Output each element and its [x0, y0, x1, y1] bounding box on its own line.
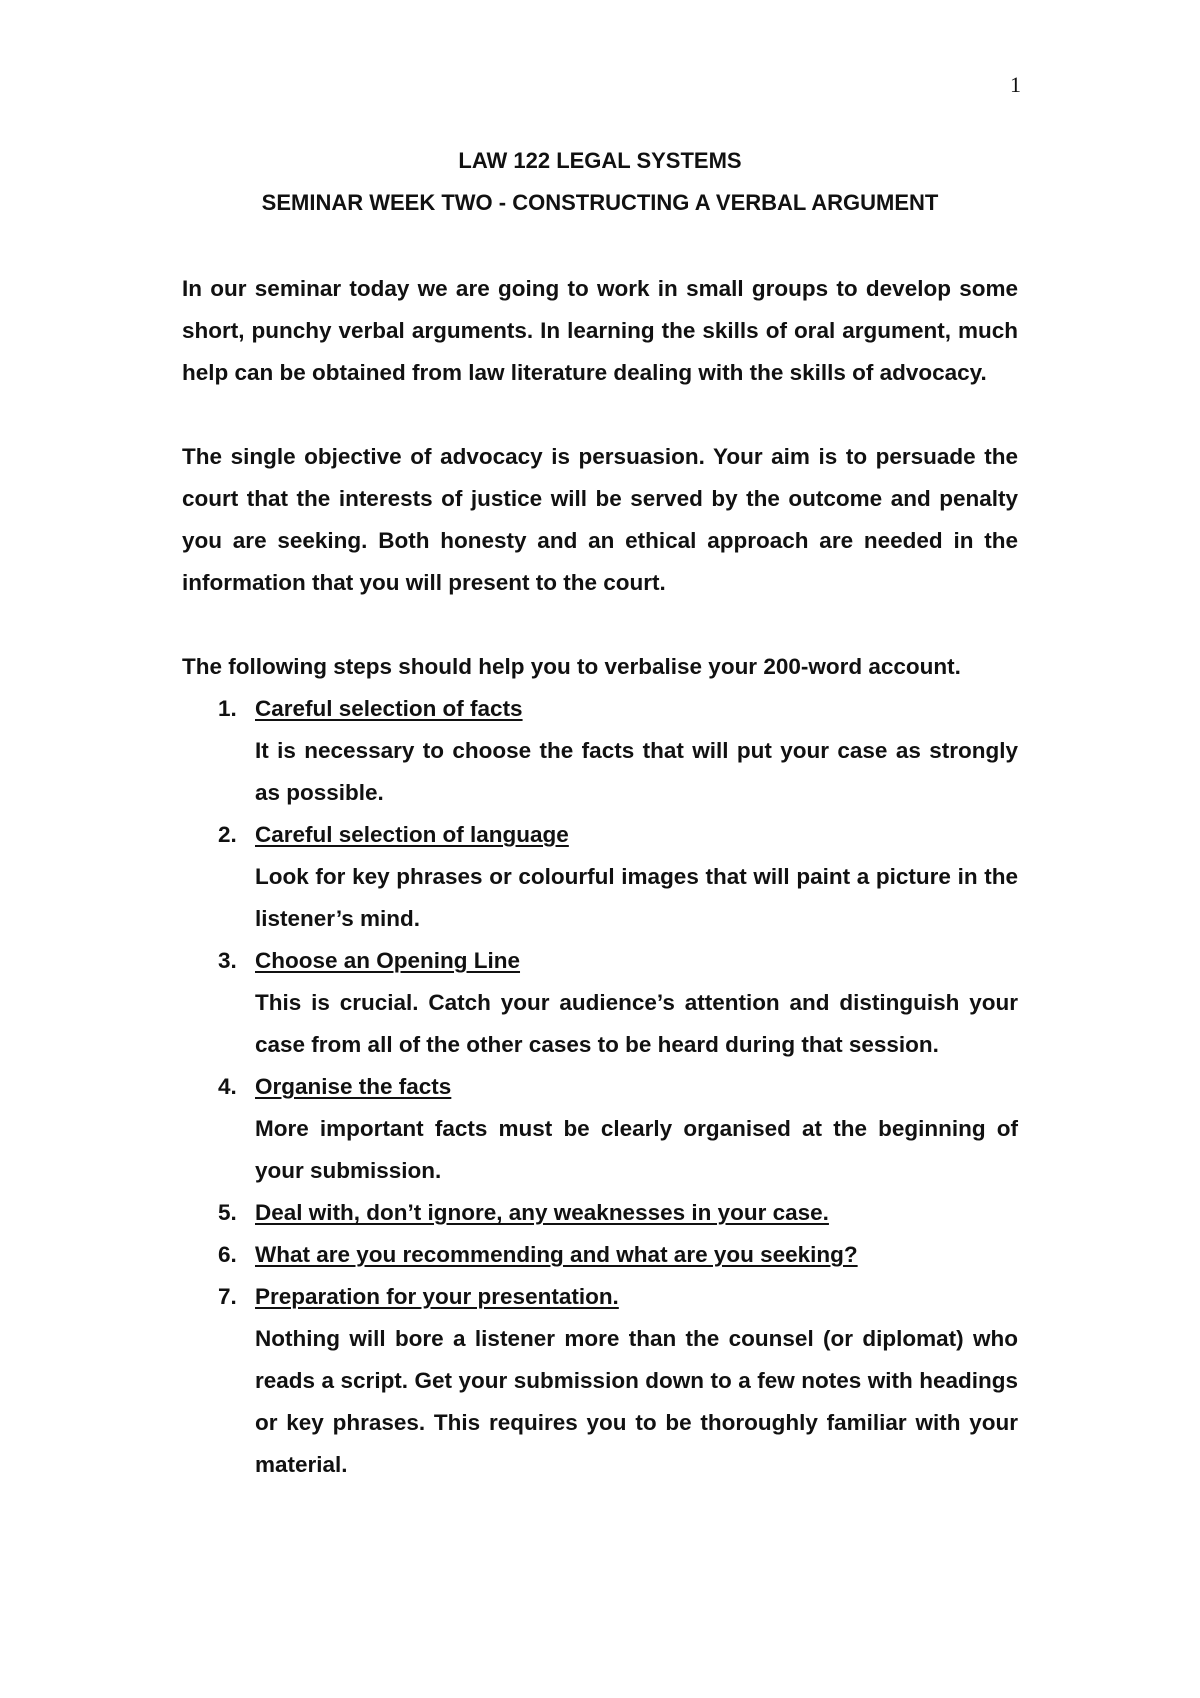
step-number: 5. [218, 1200, 237, 1225]
step-number: 1. [218, 696, 237, 721]
step-number: 3. [218, 948, 237, 973]
step-item [182, 1066, 1018, 1192]
document-title: LAW 122 LEGAL SYSTEMS [458, 148, 742, 173]
steps-list [182, 688, 1018, 1486]
step-body: It is necessary to choose the facts that will put your case as strongly as possible. [255, 738, 1018, 805]
step-number: 7. [218, 1284, 237, 1309]
step-heading: What are you recommending and what are you seeking? [255, 1242, 858, 1267]
document-body [182, 268, 1018, 1486]
step-item [182, 814, 1018, 940]
advocacy-paragraph: The single objective of advocacy is persuasion. Your aim is to persuade the court that the interests of justice will be served by the outcome and penalty you are seeking. Both honesty and an ethical approach are needed in the information that you will present to the court. [182, 444, 1018, 595]
step-item [182, 1234, 1018, 1276]
step-number: 2. [218, 822, 237, 847]
step-body: Nothing will bore a listener more than the counsel (or diplomat) who reads a script. Get your submission down to a few notes with headings or key phrases. This requires you to be thoroughly familiar with your material. [255, 1326, 1018, 1477]
step-item [182, 1276, 1018, 1486]
step-body: This is crucial. Catch your audience’s attention and distinguish your case from all of the other cases to be heard during that session. [255, 990, 1018, 1057]
step-heading: Organise the facts [255, 1074, 452, 1099]
step-heading: Preparation for your presentation. [255, 1284, 619, 1309]
step-item [182, 940, 1018, 1066]
step-heading: Deal with, don’t ignore, any weaknesses in your case. [255, 1200, 829, 1225]
step-number: 6. [218, 1242, 237, 1267]
step-heading: Careful selection of language [255, 822, 569, 847]
step-heading: Choose an Opening Line [255, 948, 521, 973]
steps-intro: The following steps should help you to verbalise your 200-word account. [182, 654, 961, 679]
step-item [182, 1192, 1018, 1234]
step-heading: Careful selection of facts [255, 696, 523, 721]
step-body: Look for key phrases or colourful images that will paint a picture in the listener’s mind. [255, 864, 1018, 931]
document-subtitle: SEMINAR WEEK TWO - CONSTRUCTING A VERBAL ARGUMENT [261, 190, 939, 215]
step-item [182, 688, 1018, 814]
page-number: 1 [1010, 72, 1021, 97]
step-body: More important facts must be clearly organised at the beginning of your submission. [255, 1116, 1018, 1183]
intro-paragraph: In our seminar today we are going to work in small groups to develop some short, punchy verbal arguments. In learning the skills of oral argument, much help can be obtained from law literature dealing with the skills of advocacy. [182, 276, 1018, 385]
step-number: 4. [218, 1074, 237, 1099]
